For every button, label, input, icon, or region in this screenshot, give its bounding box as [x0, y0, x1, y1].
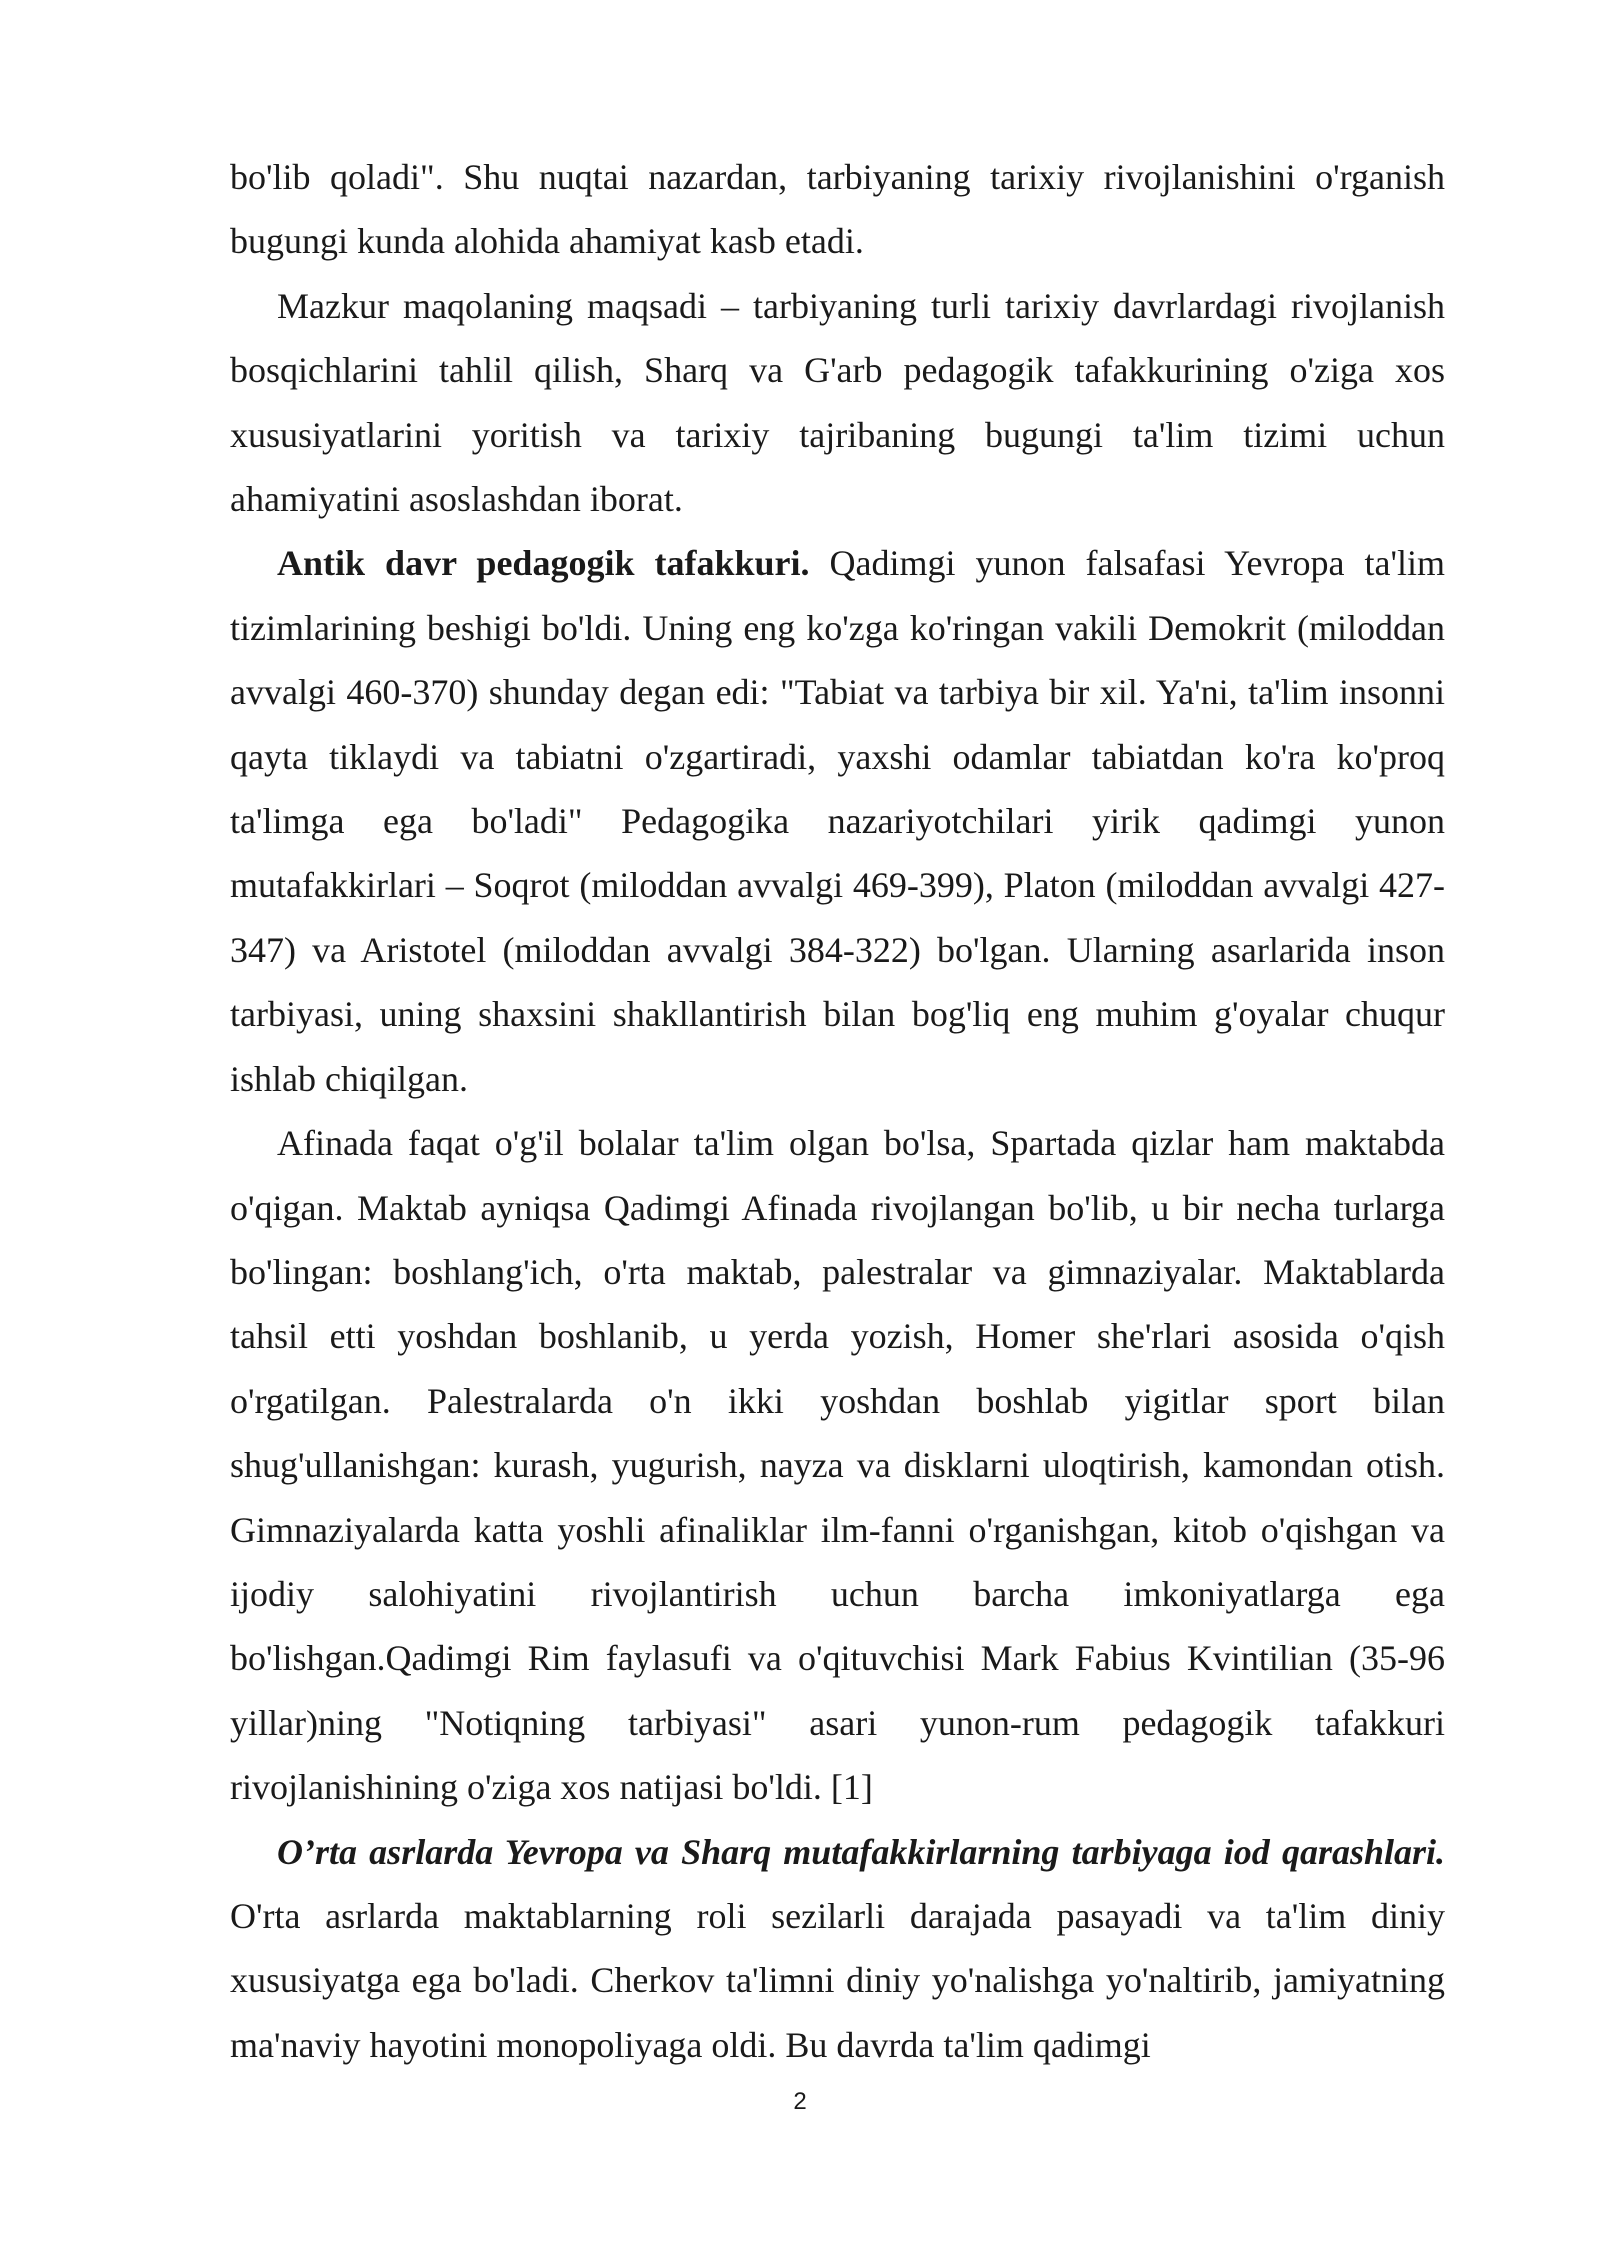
section-heading-antiquity: Antik davr pedagogik tafakkuri. [277, 543, 810, 584]
paragraph-antiquity [230, 531, 1445, 1111]
paragraph-text: O'rta asrlarda maktablarning roli sezilarli darajada pasayadi va ta'lim diniy xususiyatga ega bo'ladi. Cherkov ta'limni diniy yo'nalishga yo'naltirib, jamiyatning ma'naviy hayotini monopoliyaga oldi. Bu davrda ta'lim qadimgi [230, 1895, 1445, 2065]
paragraph-text: Mazkur maqolaning maqsadi – tarbiyaning turli tarixiy davrlardagi rivojlanish bosqichlarini tahlil qilish, Sharq va G'arb pedagogik tafakkurining o'ziga xos xususiyatlarini yoritish va tarixiy tajribaning bugungi ta'lim tizimi uchun ahamiyatini asoslashdan iborat. [230, 285, 1445, 520]
paragraph-text: Afinada faqat o'g'il bolalar ta'lim olgan bo'lsa, Spartada qizlar ham maktabda o'qigan. Maktab ayniqsa Qadimgi Afinada rivojlangan bo'lib, u bir necha turlarga bo'lingan: boshlang'ich, o'rta maktab, palestralar va gimnaziyalar. Maktablarda tahsil etti yoshdan boshlanib, u yerda yozish, Homer she'rlari asosida o'qish o'rgatilgan. Palestralarda o'n ikki yoshdan boshlab yigitlar sport bilan shug'ullanishgan: kurash, yugurish, nayza va disklarni uloqtirish, kamondan otish. Gimnaziyalarda katta yoshli afinaliklar ilm-fanni o'rganishgan, kitob o'qishgan va ijodiy salohiyatini rivojlantirish uchun barcha imkoniyatlarga ega bo'lishgan.Qadimgi Rim faylasufi va o'qituvchisi Mark Fabius Kvintilian (35-96 yillar)ning "Notiqning tarbiyasi" asari yunon-rum pedagogik tafakkuri rivojlanishining o'ziga xos natijasi bo'ldi. [1] [230, 1123, 1445, 1808]
paragraph-athens-sparta [230, 1111, 1445, 1819]
paragraph-intro-continuation [230, 145, 1445, 274]
document-body [230, 145, 1445, 2077]
section-heading-middle-ages: O’rta asrlarda Yevropa va Sharq mutafakkirlarning tarbiyaga iod qarashlari. [277, 1831, 1445, 1872]
paragraph-article-purpose [230, 274, 1445, 532]
page-number: 2 [793, 2088, 807, 2115]
paragraph-text: Qadimgi yunon falsafasi Yevropa ta'lim tizimlarining beshigi bo'ldi. Uning eng ko'zga ko'ringan vakili Demokrit (miloddan avvalgi 460-370) shunday degan edi: "Tabiat va tarbiya bir xil. Ya'ni, ta'lim insonni qayta tiklaydi va tabiatni o'zgartiradi, yaxshi odamlar tabiatdan ko'ra ko'proq ta'limga ega bo'ladi" Pedagogika nazariyotchilari yirik qadimgi yunon mutafakkirlari – Soqrot (miloddan avvalgi 469-399), Platon (miloddan avvalgi 427-347) va Aristotel (miloddan avvalgi 384-322) bo'lgan. Ularning asarlarida inson tarbiyasi, uning shaxsini shakllantirish bilan bog'liq eng muhim g'oyalar chuqur ishlab chiqilgan. [230, 543, 1445, 1099]
paragraph-middle-ages [230, 1820, 1445, 2078]
paragraph-text: bo'lib qoladi". Shu nuqtai nazardan, tarbiyaning tarixiy rivojlanishini o'rganish bugungi kunda alohida ahamiyat kasb etadi. [230, 157, 1445, 262]
